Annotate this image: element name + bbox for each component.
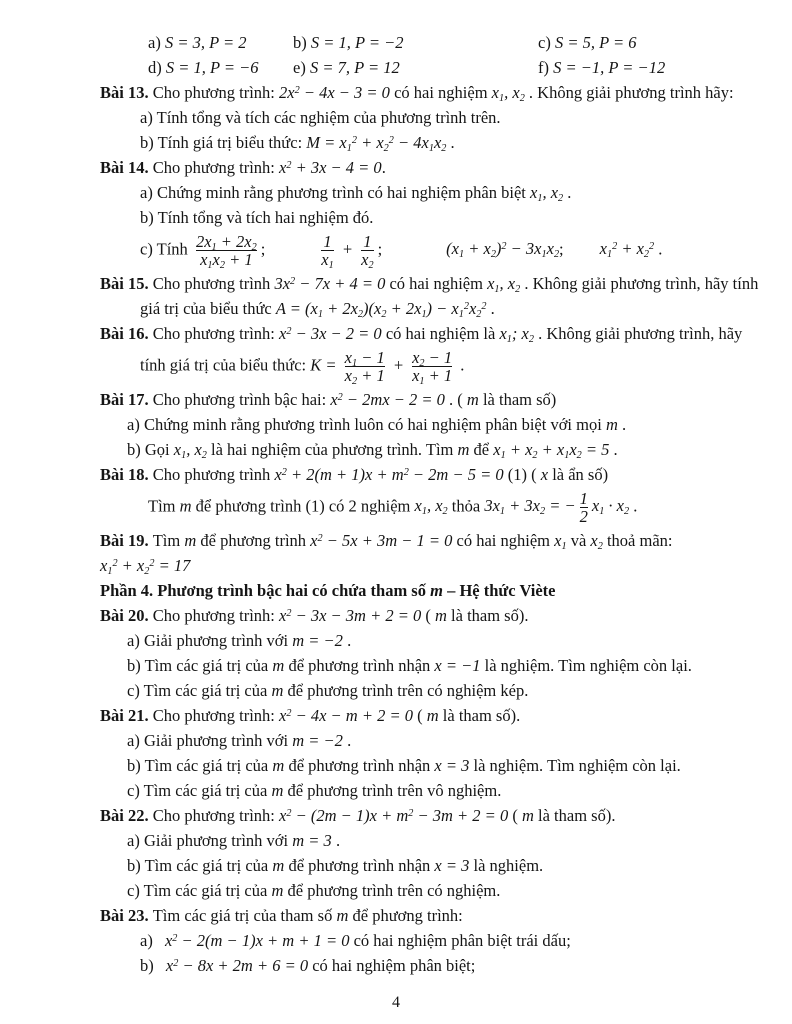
math-expression: x bbox=[540, 465, 549, 484]
math-expression: x = 3 bbox=[434, 756, 470, 775]
math-expression: m bbox=[272, 656, 285, 675]
option-label: b) bbox=[293, 33, 311, 52]
math-expression: m bbox=[271, 881, 284, 900]
document-line-4 bbox=[0, 108, 792, 127]
bold-label: Phần 4. Phương trình bậc hai có chứa tham số bbox=[100, 581, 431, 600]
math-expression: m bbox=[271, 681, 284, 700]
bold-label: Bài 23. bbox=[100, 906, 153, 925]
fraction bbox=[580, 490, 588, 525]
math-expression: m bbox=[466, 390, 479, 409]
text-segment: Cho phương trình bbox=[152, 465, 275, 484]
text-segment: . Không giải phương trình, hãy tính bbox=[520, 274, 759, 293]
document-line-27 bbox=[0, 731, 792, 750]
text-segment: b) Tìm các giá trị của bbox=[127, 856, 273, 875]
text-segment: . bbox=[654, 239, 663, 259]
document-line-32 bbox=[0, 856, 792, 875]
fraction bbox=[321, 232, 334, 271]
fraction-denominator: $x_1 + 1$ bbox=[412, 366, 453, 387]
math-expression: m bbox=[521, 806, 534, 825]
text-segment: c) Tìm các giá trị của bbox=[127, 781, 272, 800]
document-line-24 bbox=[0, 656, 792, 675]
math-expression: x = −1 bbox=[434, 656, 481, 675]
math-expression: m bbox=[457, 440, 470, 459]
text-segment: Cho phương trình: bbox=[152, 806, 280, 825]
text-segment: . bbox=[486, 299, 495, 318]
text-segment: a) Tính tổng và tích các nghiệm của phương trình trên. bbox=[140, 108, 501, 127]
document-line-21 bbox=[0, 581, 792, 600]
text-segment: giá trị của biểu thức bbox=[140, 299, 276, 318]
text-segment: để phương trình (1) có 2 nghiệm bbox=[191, 496, 415, 516]
math-expression: m bbox=[434, 606, 447, 625]
text-segment: a) Chứng minh rằng phương trình luôn có hai nghiệm phân biệt với mọi bbox=[127, 415, 606, 434]
document-line-31 bbox=[0, 831, 792, 850]
text-segment: để phương trình nhận bbox=[284, 856, 435, 875]
math-expression: $x_1$; $x_2$ bbox=[499, 324, 534, 345]
text-segment: để phương trình trên có nghiệm. bbox=[283, 881, 501, 900]
math-expression: $x^2 - 3x - 3m + 2 = 0$ bbox=[279, 606, 422, 625]
text-segment: để phương trình trên có nghiệm kép. bbox=[283, 681, 529, 700]
text-segment: b) Tính giá trị biểu thức: bbox=[140, 133, 307, 152]
math-expression: $(x_1 + x_2)^2 - 3x_1x_2$ bbox=[446, 239, 560, 261]
document-line-19 bbox=[0, 531, 792, 550]
fraction-numerator: 1 bbox=[323, 232, 332, 251]
text-segment: là tham số). bbox=[533, 806, 616, 825]
text-segment: b) Tính tổng và tích hai nghiệm đó. bbox=[140, 208, 374, 227]
text-segment: có hai nghiệm bbox=[452, 531, 555, 550]
text-segment: . bbox=[456, 355, 465, 375]
text-segment: b) bbox=[140, 956, 158, 975]
document-line-18 bbox=[0, 490, 792, 525]
text-segment: tính giá trị của biểu thức: bbox=[140, 355, 311, 375]
math-expression: S = 3, P = 2 bbox=[164, 33, 247, 52]
document-line-20 bbox=[0, 556, 792, 575]
document-line-14 bbox=[0, 390, 792, 409]
math-expression: K = bbox=[310, 355, 341, 375]
option-label: c) bbox=[538, 33, 555, 52]
text-segment: b) Gọi bbox=[127, 440, 174, 459]
text-segment: ; bbox=[377, 239, 383, 259]
math-expression: S = −1, P = −12 bbox=[553, 58, 666, 77]
text-segment: . bbox=[331, 831, 341, 850]
option-label: f) bbox=[538, 58, 554, 77]
math-expression: x = 3 bbox=[434, 856, 470, 875]
document-line-30 bbox=[0, 806, 792, 825]
fraction-denominator: $x_2$ bbox=[361, 250, 374, 271]
fraction bbox=[412, 348, 453, 387]
text-segment: Cho phương trình: bbox=[152, 83, 280, 102]
page-number: 4 bbox=[392, 994, 400, 1011]
text-segment: có hai nghiệm bbox=[385, 274, 488, 293]
text-segment: là hai nghiệm của phương trình. Tìm bbox=[206, 440, 458, 459]
document-line-3 bbox=[0, 83, 792, 102]
fraction bbox=[344, 348, 385, 387]
math-expression: m bbox=[272, 856, 285, 875]
option-label: a) bbox=[148, 33, 165, 52]
math-expression: $x^2 - 2mx - 2 = 0$ bbox=[330, 390, 445, 409]
bold-label: Bài 19. bbox=[100, 531, 153, 550]
math-expression: $x^2 - (2m - 1)x + m^2 - 3m + 2 = 0$ bbox=[279, 806, 509, 825]
document-line-23 bbox=[0, 631, 792, 650]
fraction-numerator: 1 bbox=[363, 232, 372, 251]
math-expression: + bbox=[337, 239, 358, 259]
math-expression: S = 5, P = 6 bbox=[554, 33, 637, 52]
text-segment: Tìm bbox=[148, 496, 180, 516]
math-expression: $x^2 + 3x - 4 = 0$ bbox=[279, 158, 382, 177]
option-label: d) bbox=[148, 58, 166, 77]
text-segment: có hai nghiệm phân biệt; bbox=[308, 956, 476, 975]
bold-math: m bbox=[430, 581, 443, 600]
text-segment: a) bbox=[140, 931, 157, 950]
document-line-15 bbox=[0, 415, 792, 434]
text-segment: ( bbox=[412, 706, 427, 725]
text-segment: là nghiệm. bbox=[469, 856, 544, 875]
document-line-29 bbox=[0, 781, 792, 800]
text-segment: a) Chứng minh rằng phương trình có hai nghiệm phân biệt bbox=[140, 183, 530, 202]
text-segment: c) Tính bbox=[140, 239, 192, 259]
document-line-10 bbox=[0, 274, 792, 293]
text-segment: b) Tìm các giá trị của bbox=[127, 656, 273, 675]
math-expression: m = 3 bbox=[292, 831, 332, 850]
document-line-33 bbox=[0, 881, 792, 900]
text-segment: là tham số) bbox=[478, 390, 557, 409]
text-segment: là nghiệm. Tìm nghiệm còn lại. bbox=[480, 656, 692, 675]
math-expression: m bbox=[272, 756, 285, 775]
document-line-34 bbox=[0, 906, 792, 925]
text-segment: là tham số). bbox=[446, 606, 529, 625]
document-line-12 bbox=[0, 324, 792, 343]
math-expression: m bbox=[184, 531, 197, 550]
text-segment: Tìm các giá trị của tham số bbox=[152, 906, 337, 925]
math-expression: S = 1, P = −2 bbox=[310, 33, 404, 52]
document-line-17 bbox=[0, 465, 792, 484]
text-segment: . bbox=[617, 415, 627, 434]
text-segment: để phương trình nhận bbox=[284, 756, 435, 775]
text-segment: để phương trình trên vô nghiệm. bbox=[283, 781, 502, 800]
text-segment: b) Tìm các giá trị của bbox=[127, 756, 273, 775]
math-expression: m bbox=[271, 781, 284, 800]
text-segment: là nghiệm. Tìm nghiệm còn lại. bbox=[469, 756, 681, 775]
document-line-8 bbox=[0, 208, 792, 227]
fraction-denominator: $x_1$ bbox=[321, 250, 334, 271]
text-segment: Cho phương trình: bbox=[152, 606, 280, 625]
text-segment: . bbox=[381, 158, 386, 177]
math-expression: + bbox=[388, 355, 409, 375]
text-segment: và bbox=[566, 531, 591, 550]
math-expression: $x^2 + 2(m + 1)x + m^2 - 2m - 5 = 0$ bbox=[274, 465, 504, 484]
document-line-13 bbox=[0, 348, 792, 387]
math-expression: $x_1 \cdot x_2$ bbox=[591, 496, 630, 518]
math-expression: $3x^2 - 7x + 4 = 0$ bbox=[274, 274, 386, 293]
text-segment: . Không giải phương trình hãy: bbox=[524, 83, 734, 102]
text-segment: . bbox=[629, 496, 638, 516]
math-expression: S = 7, P = 12 bbox=[309, 58, 400, 77]
text-segment: là ẩn số) bbox=[548, 465, 609, 484]
text-segment: ; bbox=[559, 239, 564, 259]
math-expression: S = 1, P = −6 bbox=[165, 58, 259, 77]
math-expression: m bbox=[426, 706, 439, 725]
math-expression: $x^2 - 8x + 2m + 6 = 0$ bbox=[165, 956, 309, 975]
text-segment: thoả mãn: bbox=[602, 531, 673, 550]
text-segment: ; bbox=[260, 239, 266, 259]
math-expression: m = −2 bbox=[292, 631, 343, 650]
document-line-35 bbox=[0, 931, 792, 950]
text-segment: . ( bbox=[444, 390, 467, 409]
text-segment: Cho phương trình: bbox=[152, 706, 280, 725]
text-segment: có hai nghiệm bbox=[389, 83, 492, 102]
text-segment: là tham số). bbox=[438, 706, 521, 725]
text-segment: Cho phương trình bậc hai: bbox=[152, 390, 331, 409]
text-segment: có hai nghiệm là bbox=[381, 324, 500, 343]
text-segment: thỏa bbox=[447, 496, 485, 516]
text-segment: để bbox=[469, 440, 494, 459]
math-expression: m bbox=[179, 496, 192, 516]
math-expression: $x_1$ bbox=[554, 531, 567, 552]
text-segment: . bbox=[563, 183, 572, 202]
fraction-numerator: $x_2 - 1$ bbox=[412, 348, 453, 369]
bold-label: Bài 21. bbox=[100, 706, 153, 725]
text-segment: có hai nghiệm phân biệt trái dấu; bbox=[349, 931, 571, 950]
math-expression: $x_1^2 + x_2^2 = 17$ bbox=[100, 556, 191, 577]
math-expression: $3x_1 + 3x_2$ = − bbox=[484, 496, 576, 518]
math-expression: $2x^2 - 4x - 3 = 0$ bbox=[279, 83, 390, 102]
text-segment: a) Giải phương trình với bbox=[127, 831, 293, 850]
document-line-22 bbox=[0, 606, 792, 625]
bold-label: Bài 16. bbox=[100, 324, 153, 343]
math-expression: $x_1$, $x_2$ bbox=[491, 83, 525, 104]
document-line-1 bbox=[0, 33, 792, 52]
text-segment: Cho phương trình: bbox=[152, 324, 280, 343]
text-segment: để phương trình bbox=[196, 531, 311, 550]
text-segment: ( bbox=[421, 606, 435, 625]
math-expression: $x_1$, $x_2$ bbox=[530, 183, 564, 204]
fraction-denominator: $x_2 + 1$ bbox=[344, 366, 385, 387]
text-segment: a) Giải phương trình với bbox=[127, 631, 293, 650]
text-segment: . bbox=[342, 631, 352, 650]
document-line-5 bbox=[0, 133, 792, 152]
fraction bbox=[195, 232, 257, 271]
math-expression: m bbox=[605, 415, 618, 434]
text-segment: . bbox=[609, 440, 618, 459]
option-item bbox=[293, 33, 538, 52]
math-expression: $x^2 - 5x + 3m - 1 = 0$ bbox=[310, 531, 453, 550]
text-segment: Cho phương trình bbox=[152, 274, 275, 293]
math-expression: m bbox=[336, 906, 349, 925]
document-body bbox=[0, 33, 792, 975]
math-expression: $x_1^2 + x_2^2$ bbox=[599, 239, 655, 261]
text-segment: (1) ( bbox=[503, 465, 541, 484]
option-item bbox=[293, 58, 538, 77]
document-line-6 bbox=[0, 158, 792, 177]
document-line-26 bbox=[0, 706, 792, 725]
bold-label: Bài 15. bbox=[100, 274, 153, 293]
fraction-denominator: $x_1x_2 + 1$ bbox=[196, 250, 257, 268]
document-line-9 bbox=[0, 232, 792, 271]
math-expression: $x^2 - 2(m - 1)x + m + 1 = 0$ bbox=[164, 931, 350, 950]
math-expression: $x_1$, $x_2$ bbox=[173, 440, 207, 461]
text-segment: để phương trình: bbox=[348, 906, 463, 925]
fraction-numerator: $2x_1 + 2x_2$ bbox=[195, 232, 257, 253]
document-line-7 bbox=[0, 183, 792, 202]
bold-label: Bài 14. bbox=[100, 158, 153, 177]
math-expression: $x_1 + x_2 + x_1x_2 = 5$ bbox=[493, 440, 610, 461]
bold-label: Bài 17. bbox=[100, 390, 153, 409]
fraction-numerator: 1 bbox=[579, 489, 588, 508]
document-line-16 bbox=[0, 440, 792, 459]
math-expression: m = −2 bbox=[292, 731, 343, 750]
fraction-denominator: 2 bbox=[579, 507, 588, 526]
math-expression: $x_1$, $x_2$ bbox=[487, 274, 521, 295]
bold-label: Bài 18. bbox=[100, 465, 153, 484]
text-segment: a) Giải phương trình với bbox=[127, 731, 293, 750]
bold-label: – Hệ thức Viète bbox=[442, 581, 556, 600]
bold-label: Bài 22. bbox=[100, 806, 153, 825]
option-item bbox=[148, 58, 293, 77]
text-segment: c) Tìm các giá trị của bbox=[127, 681, 272, 700]
document-line-28 bbox=[0, 756, 792, 775]
bold-label: Bài 20. bbox=[100, 606, 153, 625]
text-segment: Cho phương trình: bbox=[152, 158, 280, 177]
document-line-11 bbox=[0, 299, 792, 318]
option-item bbox=[538, 33, 637, 52]
option-label: e) bbox=[293, 58, 310, 77]
math-expression: $x^2 - 4x - m + 2 = 0$ bbox=[279, 706, 413, 725]
math-expression: $x_1$, $x_2$ bbox=[414, 496, 448, 518]
text-segment: để phương trình nhận bbox=[284, 656, 435, 675]
text-segment: ( bbox=[508, 806, 522, 825]
fraction-numerator: $x_1 - 1$ bbox=[344, 348, 385, 369]
text-segment: . bbox=[446, 133, 455, 152]
document-line-36 bbox=[0, 956, 792, 975]
text-segment: c) Tìm các giá trị của bbox=[127, 881, 272, 900]
document-line-2 bbox=[0, 58, 792, 77]
text-segment: . bbox=[342, 731, 352, 750]
fraction bbox=[361, 232, 374, 271]
option-item bbox=[538, 58, 665, 77]
text-segment: . Không giải phương trình, hãy bbox=[533, 324, 743, 343]
text-segment: Tìm bbox=[152, 531, 185, 550]
bold-label: Bài 13. bbox=[100, 83, 153, 102]
math-expression: $M = x_1^2 + x_2^2 - 4x_1x_2$ bbox=[306, 133, 447, 154]
math-expression: $x_2$ bbox=[590, 531, 603, 552]
math-expression: $x^2 - 3x - 2 = 0$ bbox=[279, 324, 382, 343]
math-expression: $A = (x_1 + 2x_2)(x_2 + 2x_1) - x_1^2x_2^2$ bbox=[275, 299, 487, 320]
document-line-25 bbox=[0, 681, 792, 700]
option-item bbox=[148, 33, 293, 52]
